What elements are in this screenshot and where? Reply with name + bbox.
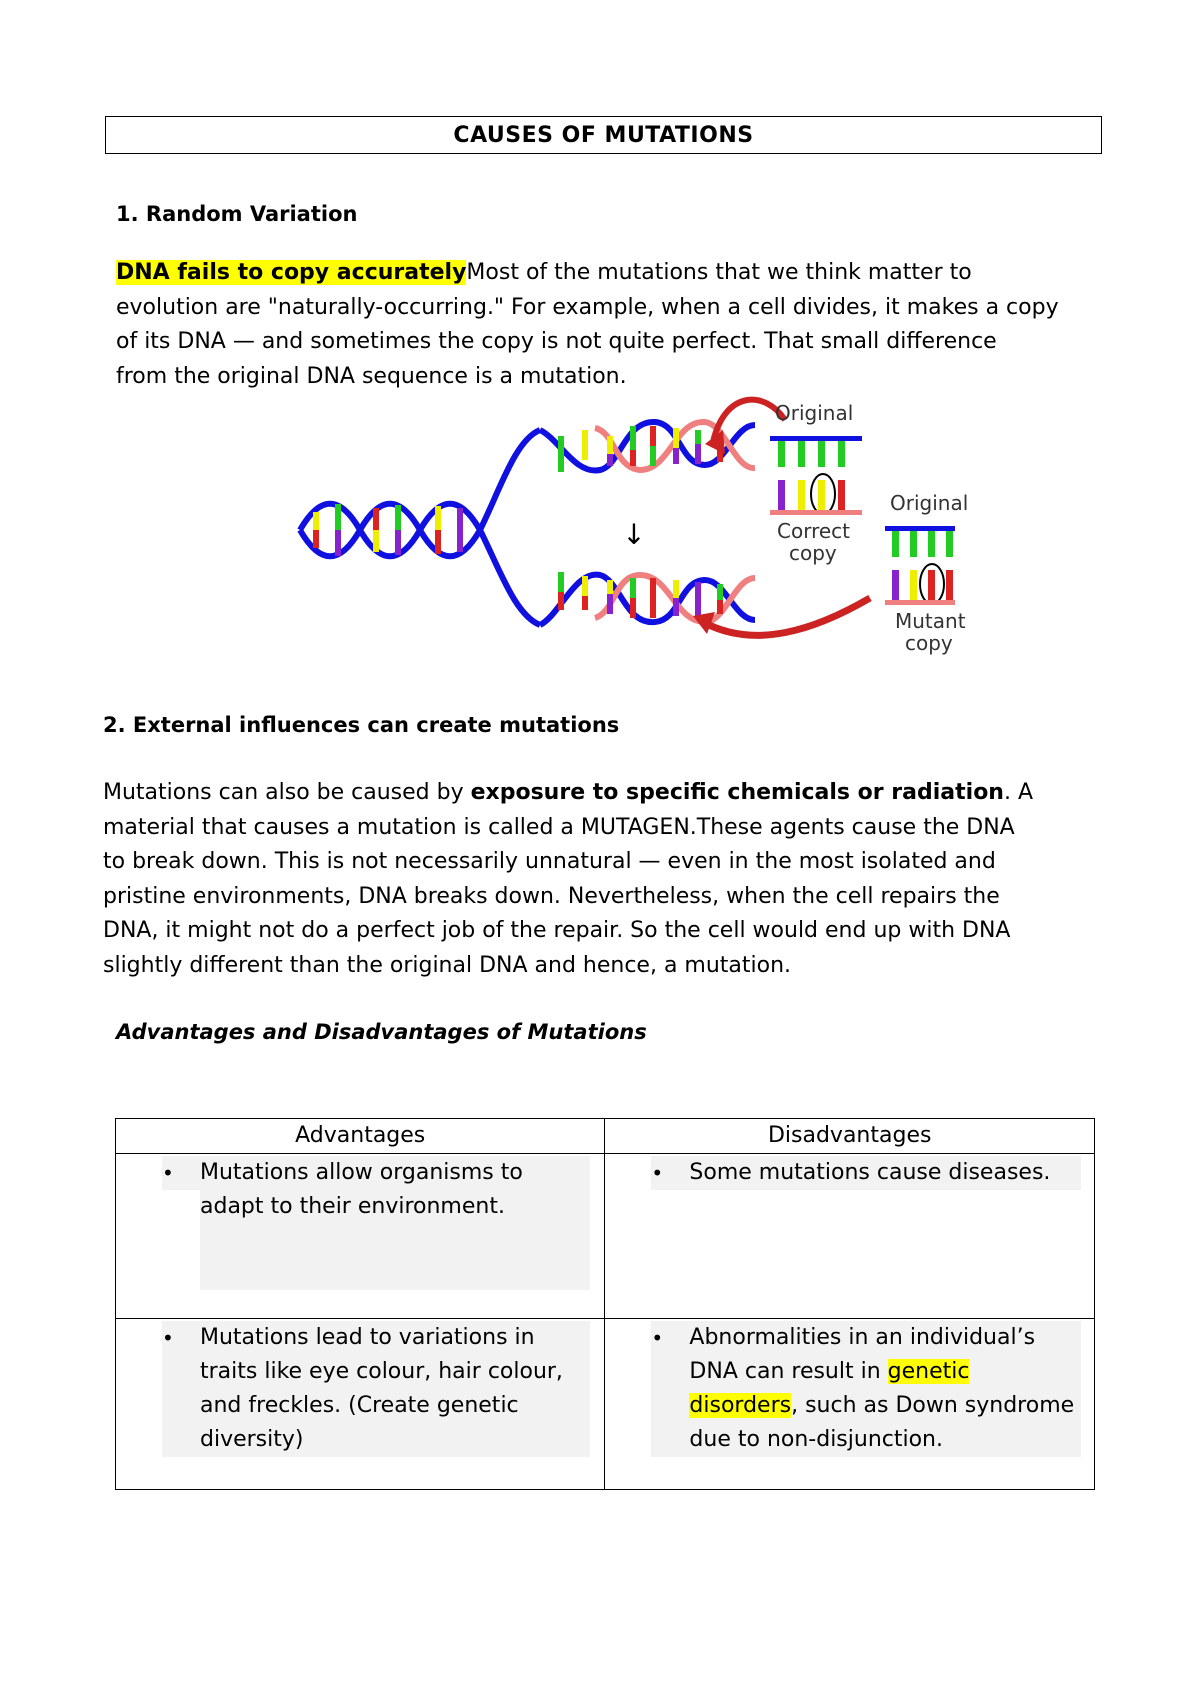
para-line: slightly different than the original DNA and hence, a mutation. <box>103 952 792 978</box>
para-line: of its DNA — and sometimes the copy is not quite perfect. That small difference <box>116 329 997 354</box>
section-1-paragraph <box>116 256 1106 394</box>
label-mutant: Mutant <box>895 609 966 633</box>
advantages-table <box>115 1118 1095 1490</box>
list-item: adapt to their environment. <box>200 1194 505 1219</box>
list-item: Mutations lead to variations in <box>200 1325 535 1350</box>
bullet-icon: • <box>162 1161 174 1185</box>
para-line: material that causes a mutation is called a MUTAGEN.These agents cause the DNA <box>103 814 1015 840</box>
list-item: Mutations allow organisms to <box>200 1160 523 1185</box>
bullet-icon: • <box>162 1326 174 1350</box>
list-item <box>689 1355 969 1389</box>
para-line: Most of the mutations that we think matter to <box>466 260 972 285</box>
label-original-bottom: Original <box>890 491 969 515</box>
para-line: from the original DNA sequence is a mutation. <box>116 363 627 389</box>
list-item: diversity) <box>200 1427 304 1452</box>
list-item: traits like eye colour, hair colour, <box>200 1359 563 1384</box>
highlighted-phrase: DNA fails to copy accurately <box>116 260 467 285</box>
para-line: evolution are "naturally-occurring." For example, when a cell divides, it makes a copy <box>116 294 1059 320</box>
bullet-icon: • <box>651 1326 664 1350</box>
bold-phrase: exposure to specific chemicals or radiation <box>470 780 1004 805</box>
table-cell <box>116 1319 605 1490</box>
label-correct: Correct <box>777 519 850 543</box>
bullet-icon: • <box>651 1161 664 1185</box>
para-line: Mutations can also be caused by <box>103 780 471 805</box>
highlighted-phrase: genetic <box>887 1359 970 1384</box>
page-title: CAUSES OF MUTATIONS <box>105 116 1102 154</box>
parent-helix <box>300 504 480 557</box>
label-copy: copy <box>905 631 953 655</box>
list-item <box>689 1389 1074 1423</box>
highlighted-phrase: disorders <box>689 1393 792 1418</box>
table-cell <box>605 1154 1095 1319</box>
para-line: to break down. This is not necessarily unnatural — even in the most isolated and <box>103 849 996 874</box>
col-header-advantages: Advantages <box>116 1119 605 1154</box>
section-1-heading: 1. Random Variation <box>116 202 358 226</box>
list-item: Some mutations cause diseases. <box>689 1160 1051 1185</box>
down-arrow-icon: ↓ <box>622 518 646 551</box>
table-cell <box>605 1319 1095 1490</box>
para-line: . A <box>1003 780 1034 805</box>
list-item: and freckles. (Create genetic <box>200 1393 519 1418</box>
table-row <box>116 1154 1095 1319</box>
section-2-heading: 2. External influences can create mutations <box>103 713 620 737</box>
correct-copy-panel <box>770 401 862 565</box>
para-line: DNA, it might not do a perfect job of the repair. So the cell would end up with DNA <box>103 918 1011 943</box>
list-item-text: DNA can result in <box>689 1359 888 1384</box>
advantages-subheading: Advantages and Disadvantages of Mutations <box>116 1020 647 1044</box>
para-line: pristine environments, DNA breaks down. Nevertheless, when the cell repairs the <box>103 883 1000 909</box>
list-item: due to non-disjunction. <box>689 1427 943 1452</box>
list-item: Abnormalities in an individual’s <box>689 1325 1036 1350</box>
col-header-disadvantages: Disadvantages <box>605 1119 1095 1154</box>
table-cell <box>116 1154 605 1319</box>
daughter-helix-bottom <box>540 572 755 625</box>
list-item-text: , such as Down syndrome <box>791 1393 1075 1418</box>
label-original-top: Original <box>775 401 854 425</box>
dna-replication-diagram <box>295 400 969 690</box>
label-copy: copy <box>789 541 837 565</box>
table-row <box>116 1319 1095 1490</box>
section-2-paragraph <box>103 776 1103 983</box>
mutant-copy-panel <box>885 491 968 655</box>
